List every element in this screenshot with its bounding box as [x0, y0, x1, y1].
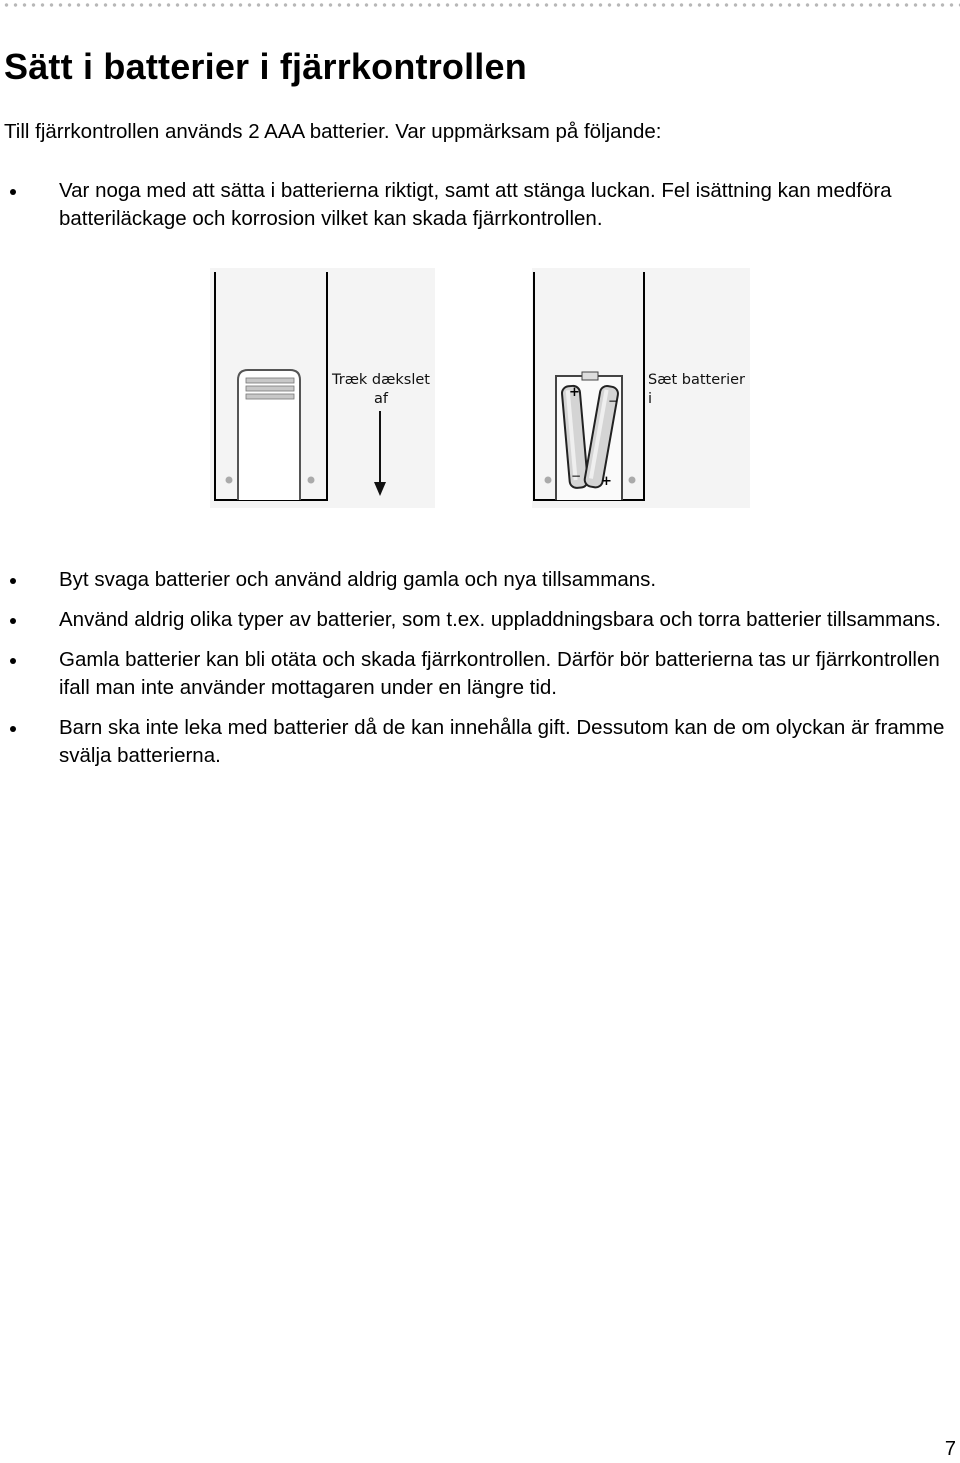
- plus-icon: +: [569, 385, 580, 400]
- bullet-text: Använd aldrig olika typer av batterier, som t.ex. uppladdningsbara och torra batterier tillsammans.: [59, 608, 941, 631]
- remove-cover-label-line1: Træk dækslet: [332, 372, 430, 388]
- bullet-text: Byt svaga batterier och använd aldrig gamla och nya tillsammans.: [59, 568, 657, 591]
- bullet-icon: [10, 618, 16, 624]
- list-item: [0, 606, 960, 634]
- bullet-icon: [10, 189, 16, 195]
- list-item: [0, 646, 960, 702]
- plus-icon: +: [601, 474, 612, 489]
- bullet-list-top: [0, 177, 960, 233]
- page-number: 7: [944, 1438, 956, 1460]
- remove-cover-label: [332, 371, 430, 409]
- remove-cover-label-line2: af: [374, 391, 388, 407]
- bullet-text: Barn ska inte leka med batterier då de kan innehålla gift. Dessutom kan de om olyckan är framme svälja batterierna.: [59, 716, 945, 767]
- list-item: [0, 566, 960, 594]
- minus-icon: −: [608, 394, 619, 408]
- intro-text: Till fjärrkontrollen används 2 AAA batterier. Var uppmärksam på följande:: [4, 120, 662, 143]
- bullet-icon: [10, 578, 16, 584]
- list-item: [0, 177, 960, 233]
- list-item: [0, 714, 960, 770]
- page-title: Sätt i batterier i fjärrkontrollen: [4, 46, 527, 87]
- top-dotted-border: [0, 0, 960, 10]
- bullet-text: Gamla batterier kan bli otäta och skada fjärrkontrollen. Därför bör batterierna tas ur fjärrkontrollen ifall man inte använder mottagaren under en längre tid.: [59, 648, 940, 699]
- minus-icon: −: [571, 469, 582, 483]
- battery-illustration: [210, 268, 750, 508]
- insert-batteries-label: Sæt batterier i: [648, 372, 745, 407]
- bullet-icon: [10, 726, 16, 732]
- bullet-icon: [10, 658, 16, 664]
- bullet-list-bottom: [0, 566, 960, 782]
- bullet-text: Var noga med att sätta i batterierna riktigt, samt att stänga luckan. Fel isättning kan medföra batteriläckage och korrosion vilket kan skada fjärrkontrollen.: [59, 179, 892, 230]
